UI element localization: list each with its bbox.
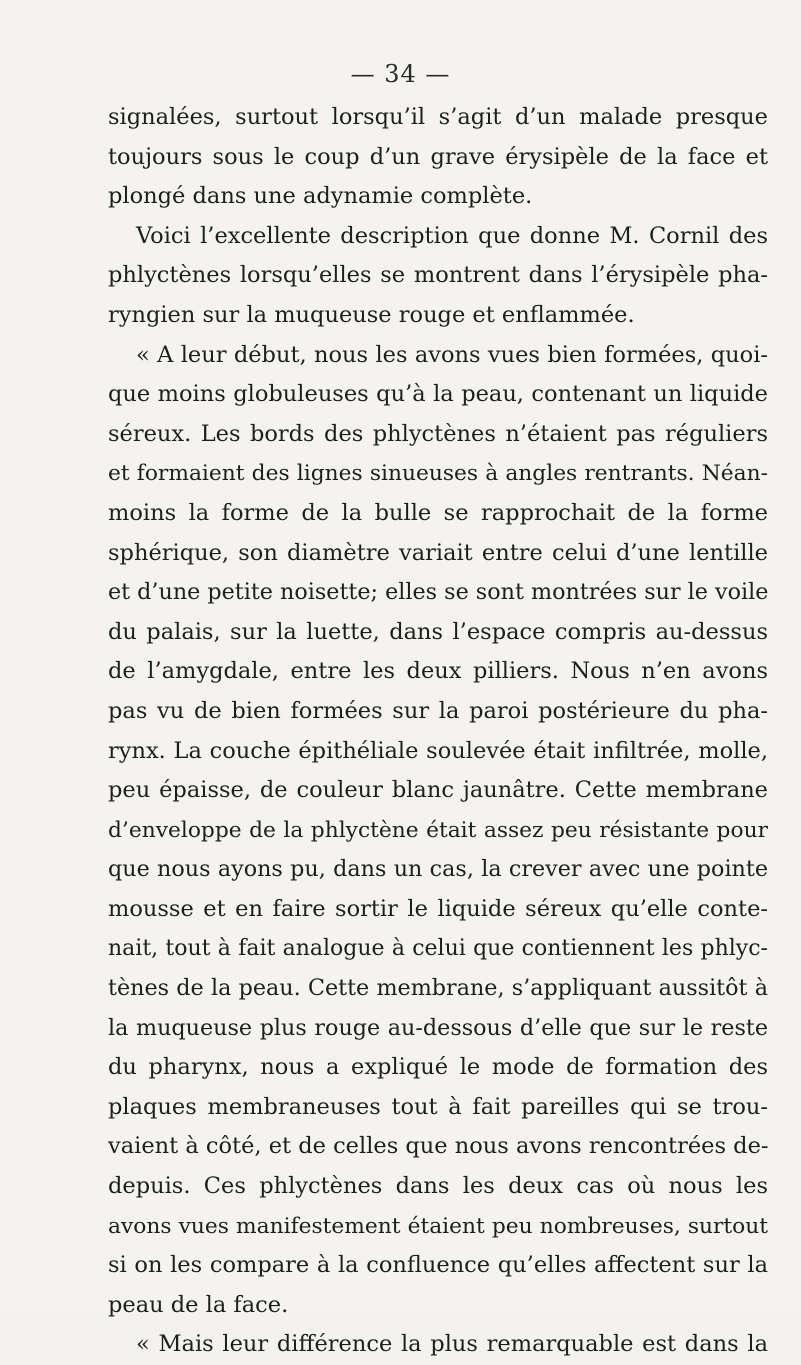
text-line: tènes de la peau. Cette membrane, s’appliquant aussitôt à	[108, 975, 768, 1002]
text-line: Voici l’excellente description que donne M. Cornil des	[136, 222, 768, 249]
text-line: moins la forme de la bulle se rapprochait de la forme	[108, 499, 768, 526]
text-line: la muqueuse plus rouge au-dessous d’elle que sur le reste	[108, 1014, 768, 1041]
text-line: rynx. La couche épithéliale soulevée était infiltrée, molle,	[108, 737, 768, 764]
text-line: nait, tout à fait analogue à celui que contiennent les phlyc-	[108, 936, 768, 962]
page-number: — 34 —	[350, 60, 451, 88]
text-line: « Mais leur différence la plus remarquable est dans la	[136, 1331, 768, 1358]
text-line: phlyctènes lorsqu’elles se montrent dans l’érysipèle pha-	[108, 262, 768, 289]
text-line: que moins globuleuses qu’à la peau, contenant un liquide	[108, 381, 768, 408]
text-line: du pharynx, nous a expliqué le mode de formation des	[108, 1054, 768, 1081]
text-line: pas vu de bien formées sur la paroi postérieure du pha-	[108, 697, 768, 724]
text-line: de l’amygdale, entre les deux pilliers. Nous n’en avons	[108, 658, 768, 685]
text-line: ryngien sur la muqueuse rouge et enflammée.	[108, 301, 635, 328]
text-line: signalées, surtout lorsqu’il s’agit d’un malade presque	[108, 104, 768, 130]
text-line: si on les compare à la confluence qu’elles affectent sur la	[108, 1252, 768, 1279]
text-line: toujours sous le coup d’un grave érysipèle de la face et	[108, 143, 768, 170]
text-line: « A leur début, nous les avons vues bien formées, quoi-	[136, 341, 768, 368]
text-line: et d’une petite noisette; elles se sont montrées sur le voile	[108, 579, 769, 606]
text-line: que nous ayons pu, dans un cas, la crever avec une pointe	[108, 856, 768, 883]
text-line: plongé dans une adynamie complète.	[108, 183, 533, 210]
text-line: séreux. Les bords des phlyctènes n’étaient pas réguliers	[108, 420, 768, 447]
text-line: mousse et en faire sortir le liquide séreux qu’elle conte-	[108, 895, 768, 922]
text-line: plaques membraneuses tout à fait pareilles qui se trou-	[108, 1093, 768, 1120]
text-line: sphérique, son diamètre variait entre celui d’une lentille	[108, 539, 768, 566]
text-line: peau de la face.	[108, 1291, 289, 1318]
text-line: avons vues manifestement étaient peu nombreuses, surtout	[108, 1213, 768, 1239]
text-line: et formaient des lignes sinueuses à angles rentrants. Néan-	[108, 461, 768, 487]
body-text	[108, 98, 768, 1365]
text-line: du palais, sur la luette, dans l’espace compris au-dessus	[108, 618, 768, 645]
text-line: vaient à côté, et de celles que nous avons rencontrées de-	[108, 1133, 769, 1160]
text-line: peu épaisse, de couleur blanc jaunâtre. Cette membrane	[108, 777, 768, 804]
text-line: d’enveloppe de la phlyctène était assez peu résistante pour	[108, 817, 768, 843]
text-line: depuis. Ces phlyctènes dans les deux cas où nous les	[108, 1173, 768, 1200]
